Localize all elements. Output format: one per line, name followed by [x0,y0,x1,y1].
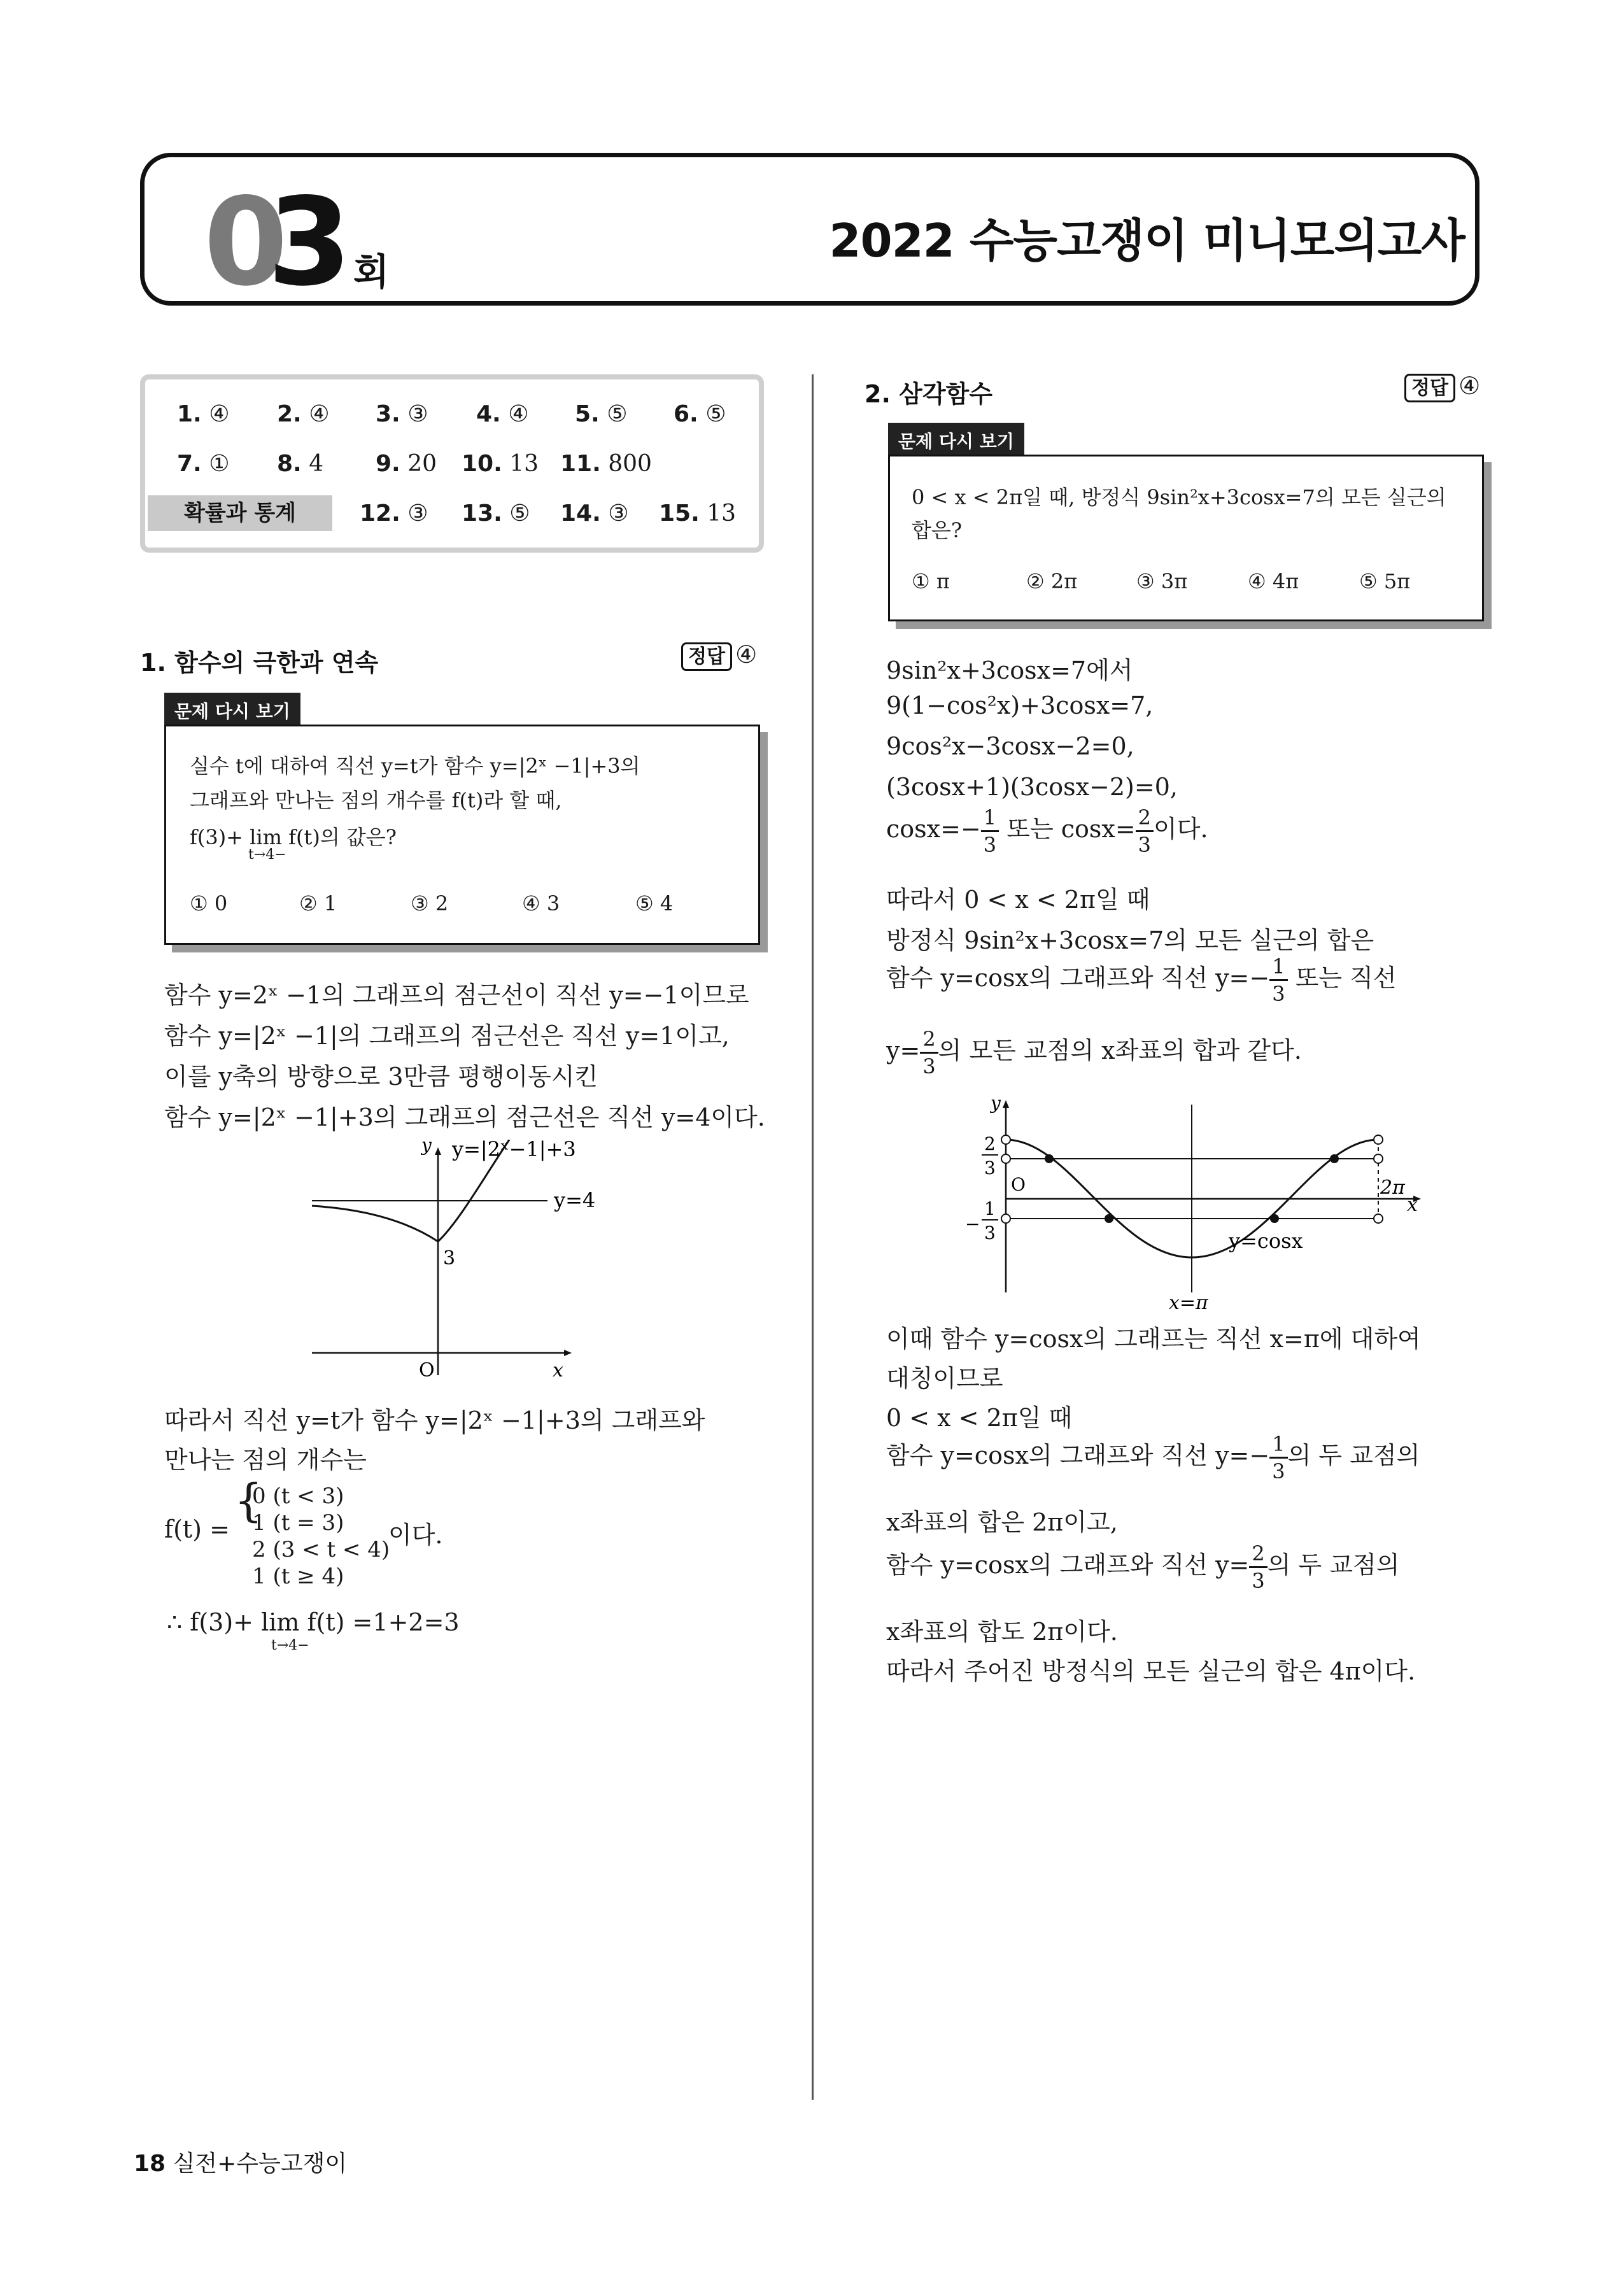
round-suffix: 회 [353,250,390,294]
answer-item: 4. ④ [476,401,529,427]
q1-choice: ⑤ 4 [635,891,674,916]
open-point [1374,1135,1383,1144]
q2-sol-line: 9(1−cos²x)+3cosx=7, [886,691,1154,719]
q2-sol-line: 0 < x < 2π일 때 [886,1404,1073,1432]
q1-heading: 1. 함수의 극한과 연속 [140,649,379,677]
q2-choice: ① π [912,569,950,593]
answer-item: 7. ① [177,451,230,477]
open-point [1374,1214,1383,1223]
piecewise-brace: { [234,1475,263,1527]
page-title: 2022 수능고쟁이 미니모의고사 [829,214,1465,267]
round-number-three: 3 [267,172,352,313]
q1-choice: ② 1 [299,891,337,916]
graph-label: 3 [984,1222,996,1243]
q1-answer: 정답 ④ [681,640,757,669]
q1-problem-line: 그래프와 만나는 점의 개수를 f(t)라 할 때, [190,788,562,812]
graph-label: x [1407,1194,1418,1216]
open-point [1001,1154,1010,1163]
q1-sol-line: 이를 y축의 방향으로 3만큼 평행이동시킨 [164,1063,598,1091]
answer-item: 2. ④ [277,401,330,427]
q1-sol-line: 따라서 직선 y=t가 함수 y=|2ˣ −1|+3의 그래프와 [164,1406,705,1434]
q2-cos-values: cosx=− $\frac{1}{3}$ 또는 cosx= $\frac{2}{3}$ 이다. [886,805,1208,857]
q2-sol-line: 따라서 0 < x < 2π일 때 [886,886,1150,914]
column-divider [812,374,814,2100]
graph-label: O [419,1359,435,1382]
q1-choice: ③ 2 [411,891,449,916]
q1-graph [299,1140,598,1382]
round-number-zero: 0 [204,172,282,313]
graph-label: y [991,1095,1001,1114]
q2-sol-line: 방정식 9sin²x+3cosx=7의 모든 실근의 합은 [886,926,1374,954]
intersection-point [1105,1214,1113,1223]
q2-sol-line: 이때 함수 y=cosx의 그래프는 직선 x=π에 대하여 [886,1325,1421,1353]
intersection-point [1045,1154,1054,1163]
q1-sol-line: 함수 y=|2ˣ −1|의 그래프의 점근선은 직선 y=1이고, [164,1022,730,1050]
q2-sol-line: 함수 y=cosx의 그래프와 직선 y= $\frac{2}{3}$ 의 두 교점의 [886,1541,1400,1593]
q2-sol-line: x좌표의 합은 2π이고, [886,1508,1118,1536]
graph-label: O [1011,1174,1026,1195]
answer-item: 14. ③ [560,500,629,527]
q1-sol-line: 만나는 점의 개수는 [164,1446,367,1474]
piecewise-tail: 이다. [388,1521,443,1549]
q2-sol-line: 함수 y=cosx의 그래프와 직선 y=− $\frac{1}{3}$ 의 두 교점의 [886,1432,1420,1483]
q1-problem-line: 실수 t에 대하여 직선 y=t가 함수 y=|2ˣ −1|+3의 [190,754,640,778]
q2-sol-line: 9cos²x−3cosx−2=0, [886,732,1134,760]
q2-choice: ⑤ 5π [1359,569,1411,593]
footer-text: 실전+수능고쟁이 [173,2151,348,2177]
q2-choice: ③ 3π [1136,569,1188,593]
q2-heading: 2. 삼각함수 [865,380,992,408]
intersection-point [1330,1154,1339,1163]
answer-item: 15. 13 [659,500,737,527]
open-point [1001,1214,1010,1223]
graph-label: y=|2ˣ−1|+3 [452,1140,576,1161]
graph-label: 1 [984,1198,996,1219]
open-point [1374,1154,1383,1163]
q1-choice: ① 0 [190,891,228,916]
piece-case: 1 (t ≥ 4) [252,1564,344,1589]
q1-limit-sub: t→4− [271,1638,309,1653]
q1-sol-line: 함수 y=|2ˣ −1|+3의 그래프의 점근선은 직선 y=4이다. [164,1103,765,1131]
graph-label: 2 [984,1133,996,1154]
curve-left [312,1206,438,1242]
q1-problem-line: f(3)+ lim f(t)의 값은? [190,825,397,849]
answer-item: 6. ⑤ [674,401,726,427]
q1-sol-line: 함수 y=2ˣ −1의 그래프의 점근선이 직선 y=−1이므로 [164,981,749,1009]
q2-choice: ④ 4π [1248,569,1299,593]
graph-label: x [553,1359,563,1382]
q2-sol-line: 따라서 주어진 방정식의 모든 실근의 합은 4π이다. [886,1657,1416,1685]
jeongdap-badge: 정답 [681,642,732,671]
q2-choice: ② 2π [1026,569,1078,593]
q2-sol-line: 함수 y=cosx의 그래프와 직선 y=− $\frac{1}{3}$ 또는 직선 [886,954,1397,1006]
q2-problem-line: 0 < x < 2π일 때, 방정식 9sin²x+3cosx=7의 모든 실근의 [912,485,1446,509]
q2-sol-line: x좌표의 합도 2π이다. [886,1618,1118,1646]
q1-tag: 문제 다시 보기 [164,693,300,728]
q1-choice: ④ 3 [522,891,560,916]
q2-problem-box [888,455,1484,621]
graph-label: − [965,1213,980,1235]
graph-label: y=4 [554,1188,596,1212]
answer-item: 13. ⑤ [462,500,530,527]
answer-item: 12. ③ [360,500,428,527]
q2-sol-line: (3cosx+1)(3cosx−2)=0, [886,773,1178,801]
answer-item: 3. ③ [376,401,428,427]
q2-graph [955,1095,1439,1312]
open-point [1001,1135,1010,1144]
page-number: 18 [134,2151,166,2177]
q2-sol-line: 대칭이므로 [886,1364,1003,1392]
answer-item: 10. 13 [462,451,539,477]
q2-sol-line: 9sin²x+3cosx=7에서 [886,656,1133,684]
answer-item: 11. 800 [560,451,652,477]
q2-tag: 문제 다시 보기 [888,423,1024,458]
piece-case: 2 (3 < t < 4) [252,1537,390,1562]
piecewise-lhs: f(t) = [164,1515,230,1543]
graph-label: 3 [984,1157,996,1178]
answer-item: 5. ⑤ [575,401,628,427]
q2-problem-line: 합은? [912,518,962,542]
y-arrow [1003,1100,1009,1108]
page-footer [134,2146,347,2178]
answer-item: 1. ④ [177,401,230,427]
jeongdap-badge: 정답 [1404,374,1455,402]
graph-label: y [421,1140,432,1156]
graph-label: x=π [1169,1292,1208,1312]
piece-case: 0 (t < 3) [252,1483,344,1509]
prob-stat-label: 확률과 통계 [148,495,332,531]
answer-item: 9. 20 [376,451,437,477]
q2-sol-line: y= $\frac{2}{3}$ 의 모든 교점의 x좌표의 합과 같다. [886,1027,1302,1079]
graph-label: 3 [443,1247,456,1270]
intersection-point [1270,1214,1279,1223]
graph-label: y=cosx [1229,1229,1303,1253]
answer-item: 8. 4 [277,451,324,477]
piece-case: 1 (t = 3) [252,1510,344,1536]
q1-conclusion: ∴ f(3)+ lim f(t) =1+2=3 [167,1608,460,1636]
q2-answer: 정답 ④ [1404,372,1480,400]
q1-limit-sub: t→4− [248,847,286,863]
x-arrow [564,1350,572,1356]
y-arrow [435,1147,441,1155]
graph-label: 2π [1380,1177,1405,1199]
